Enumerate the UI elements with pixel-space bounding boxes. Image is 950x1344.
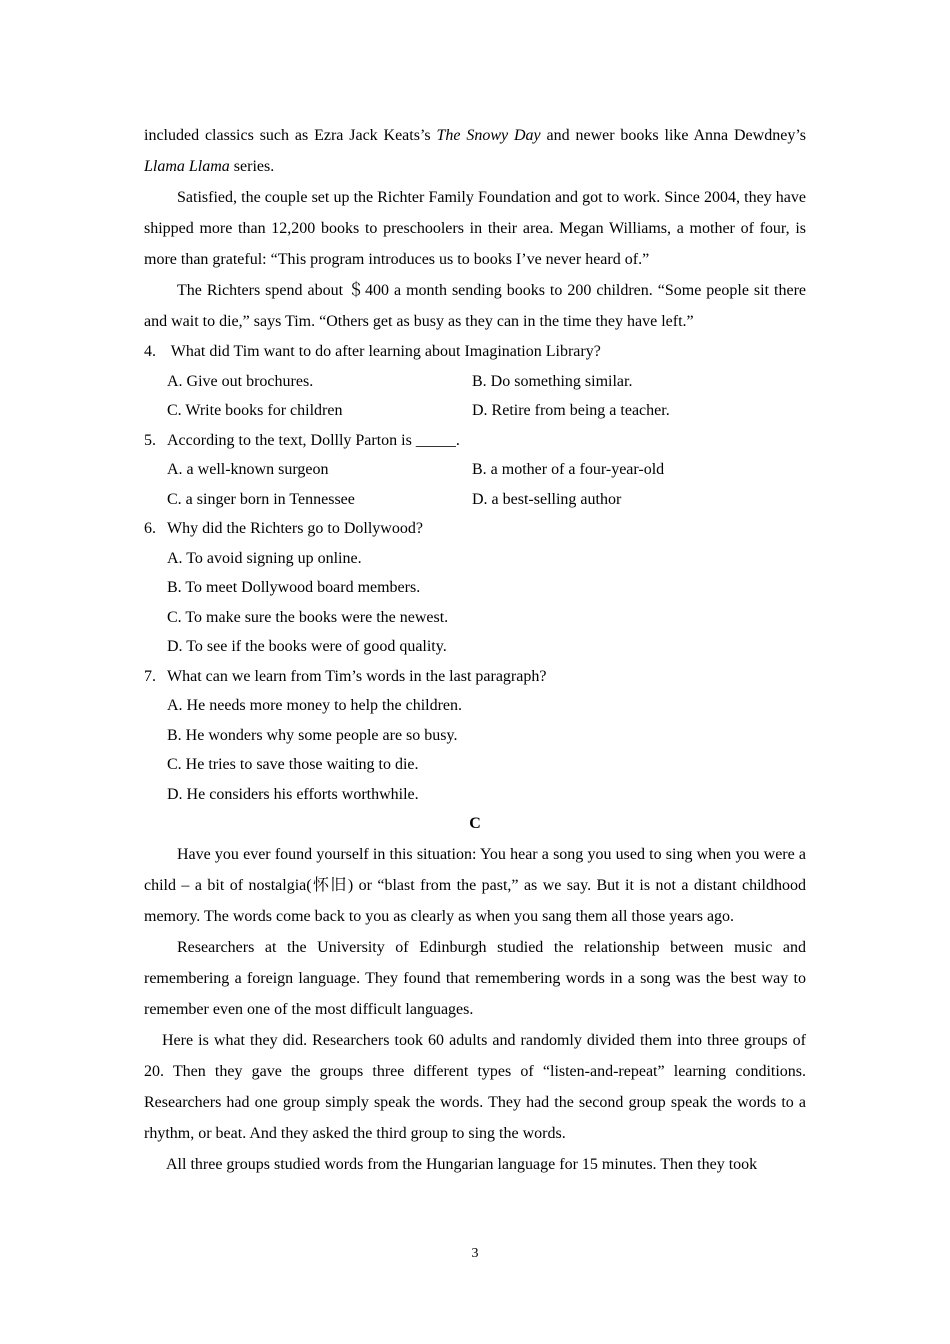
question-number: 6.: [144, 520, 156, 537]
option-d: D. Retire from being a teacher.: [472, 402, 670, 419]
question-5: [144, 426, 806, 456]
paragraph-text: included classics such as Ezra Jack Keats’s: [144, 127, 437, 144]
passage-b-paragraph-3: The Richters spend about ＄400 a month sending books to 200 children. “Some people sit there and wait to die,” says Tim. “Others get as busy as they can in the time they have left.”: [144, 282, 806, 330]
option-c: C. He tries to save those waiting to die.: [167, 756, 419, 773]
question-stem: According to the text, Dollly Parton is _____.: [167, 431, 460, 449]
question-stem: What did Tim want to do after learning about Imagination Library?: [167, 343, 601, 360]
question-6: [144, 514, 806, 544]
question-number: 7.: [144, 667, 156, 685]
question-number: 4.: [144, 343, 156, 360]
option-d: D. To see if the books were of good quality.: [167, 638, 447, 655]
paragraph-text: series.: [229, 158, 275, 175]
question-7: [144, 662, 806, 692]
passage-c-paragraph-2: Researchers at the University of Edinburgh studied the relationship between music and remembering a foreign language. They found that remembering words in a song was the best way to remember even one of the most difficult languages.: [144, 939, 806, 1018]
options-row: [144, 485, 806, 515]
option-c: C. Write books for children: [167, 402, 343, 419]
option-d: D. a best-selling author: [472, 490, 622, 508]
section-heading: C: [469, 815, 481, 832]
passage-c-paragraph-3: Here is what they did. Researchers took 60 adults and randomly divided them into three groups of 20. Then they gave the groups three different types of “listen-and-repeat” learning conditions. Researchers had one group simply speak the words. They had the second group speak the words to a rhythm, or beat. And they asked the third group to sing the words.: [144, 1032, 806, 1142]
passage-b-paragraph-2: Satisfied, the couple set up the Richter Family Foundation and got to work. Since 2004, they have shipped more than 12,200 books to preschoolers in their area. Megan Williams, a mother of four, is more than grateful: “This program introduces us to books I’ve never heard of.”: [144, 189, 806, 268]
page-number: 3: [471, 1246, 479, 1261]
question-4: [144, 337, 806, 367]
passage-c-paragraph-1: Have you ever found yourself in this situation: You hear a song you used to sing when you were a child – a bit of nostalgia(怀旧) or “blast from the past,” as we say. But it is not a distant childhood memory. The words come back to you as clearly as when you sang them all those years ago.: [144, 846, 806, 925]
paragraph-text: and newer books like Anna Dewdney’s: [540, 127, 806, 144]
question-number: 5.: [144, 431, 156, 449]
passage-b-paragraph-1: [144, 120, 806, 182]
option-a: A. He needs more money to help the children.: [167, 697, 463, 714]
document-page: [144, 120, 806, 1180]
option-c: C. a singer born in Tennessee: [167, 490, 355, 508]
question-stem: Why did the Richters go to Dollywood?: [167, 520, 423, 537]
option-b: B. Do something similar.: [472, 372, 633, 390]
option-c: C. To make sure the books were the newest.: [167, 608, 449, 626]
options-row: [144, 455, 806, 485]
option-d: D. He considers his efforts worthwhile.: [167, 785, 419, 803]
option-a: A. Give out brochures.: [167, 372, 314, 390]
options-row: [144, 367, 806, 397]
option-a: A. To avoid signing up online.: [167, 549, 362, 567]
options-row: [144, 396, 806, 426]
option-b: B. To meet Dollywood board members.: [167, 579, 421, 596]
option-a: A. a well-known surgeon: [167, 461, 329, 478]
book-title: Llama Llama: [144, 158, 230, 175]
option-b: B. He wonders why some people are so busy.: [167, 726, 458, 744]
book-title: The Snowy Day: [436, 127, 541, 144]
passage-c-paragraph-4: All three groups studied words from the Hungarian language for 15 minutes. Then they took: [166, 1156, 758, 1173]
question-stem: What can we learn from Tim’s words in the last paragraph?: [167, 667, 547, 685]
option-b: B. a mother of a four-year-old: [472, 461, 665, 478]
